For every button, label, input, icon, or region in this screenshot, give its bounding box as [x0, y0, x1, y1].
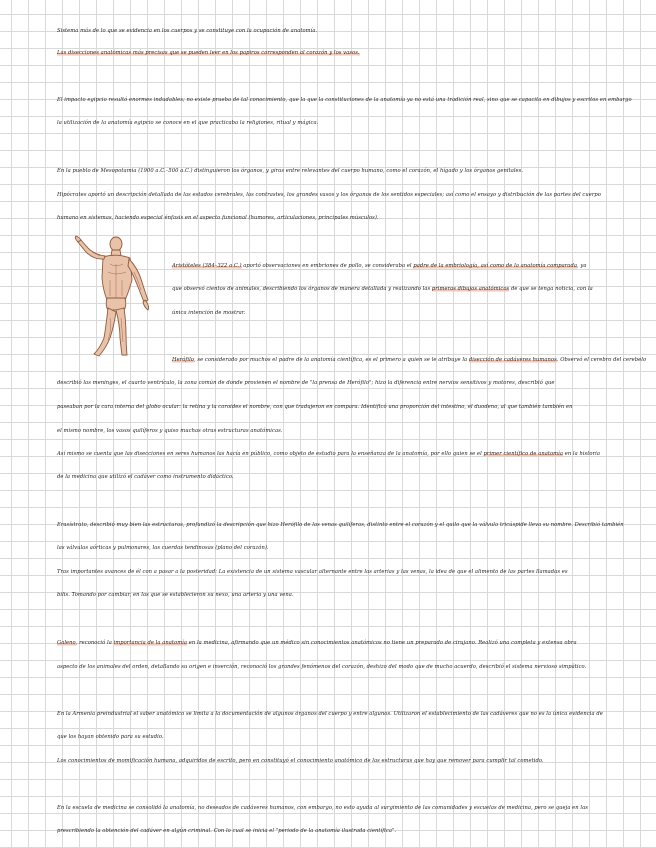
- text-line: Galeno, reconoció la importancia de la anatomía en la medicina, afirmando que un médico sin conocimientos anatómicos no tiene un preparado de cirujano. Realizó una completa y extensa obra: [57, 640, 577, 646]
- highlighted-text: Aristóteles (384–322 a.C.): [172, 263, 242, 269]
- text-line: En la pueblo de Mesopotamia (1900 a.C.–500 a.C.) distinguieron los órganos, y giras entre relevantes del cuerpo humano, como el corazón, el hígado y los órganos genitales.: [57, 168, 524, 174]
- text-line: las válvulas aórticas y pulmonares, las cuerdas tendinosas (plano del corazón).: [57, 545, 269, 551]
- text-line: Sistema más de lo que se evidencia en los cuerpos y se constituye con la ocupación de anatomía.: [57, 28, 318, 34]
- text-line: prescribiendo la obtención del cadáver en algún criminal. Con lo cual se inicia el "periodo de la anatomía ilustrada científica".: [57, 828, 397, 834]
- highlighted-text: Las disecciones anatómicas más precisas que se pueden leer en los papiros corresponden al corazón y los vasos.: [57, 50, 360, 56]
- text-line: aspecto de los animales del orden, detallando su origen e inserción, reconoció los grandes fenómenos del corazón, deshizo del modo que de mucho acuerdo, describió el sistema nervioso simpático.: [57, 664, 587, 670]
- text-line: que observó cientos de animales, describiendo los órganos de manera detallada y realizando las primeras dibujos anatómicos de que se tenga noticia, con la: [172, 286, 593, 292]
- anatomical-muscle-figure-icon: [70, 234, 160, 360]
- text-line: describió las meninges, el cuarto ventrículo, la zona común de donde provienen el nombre de "la prensa de Herófilo"; hizo la diferencia entre nervios sensitivos y motores, describió que: [57, 380, 555, 386]
- text-line: bilis. Tomando por cambiar, en las que se establecieron su nexo, una arteria y una vena.: [57, 592, 294, 598]
- text-line: [57, 50, 608, 57]
- text-line: En la escuela de medicina se consolidó la anatomía, no deseados de cadáveres humanos, con embargo, no esto ayuda al surgimiento de las comunidades y escuelas de medicina, pero se queja en las: [57, 805, 588, 811]
- text-line: la utilización de la anatomía egipcio se conoce en el que practicaba la religiones, ritual y mágica.: [57, 120, 319, 126]
- text-line: Tras importantes avances de él con a pasar a la posteridad: La existencia de un sistema vascular alternante entre las arterias y las venas, la idea de que el alimento de las partes llamadas es: [57, 569, 568, 575]
- text-line: paseaban por la cara interna del globo ocular: la retina y la coroides el nombre, con que tradujeron en compara. Identificó una proporción del intestino, el duodeno, al que también también en: [57, 404, 573, 410]
- text-line: Hipócrates aportó un descripción detallada de las estados cerebrales, las contrastes, los grandes vasos y los órganos de los sentidos especiales; así como el ensayo y distribución de las partes del cuerpo: [57, 192, 601, 198]
- text-line: humano en sistemas, haciendo especial énfasis en el aspecto funcional (humores, articulaciones, principales músculos).: [57, 215, 379, 221]
- highlighted-text: primeras dibujos anatómicos: [431, 286, 510, 292]
- highlighted-text: disección de cadáveres humanos: [468, 357, 557, 363]
- text-line: Aristóteles (384–322 a.C.) aportó observaciones en embriones de pollo, se consideraba el padre de la embriología, así como de la anatomía comparada, ya: [172, 263, 587, 269]
- text-line: Los conocimientos de momificación humana, adquiridos de escrito, pero en constituyó el conocimiento anatómico de las estructuras que hay que remover para cumplir tal cometido.: [57, 758, 544, 764]
- text-line: que los hayan obtenido para su estudio.: [57, 734, 164, 740]
- highlighted-text: padre de la embriología, así como de la anatomía comparada: [413, 263, 577, 269]
- highlighted-text: primer científico de anatomía: [483, 451, 563, 457]
- text-line: En la Armenia preindustrial el saber anatómico se limita a la documentación de algunos órganos del cuerpo y entre algunos. Utilizaron el establecimiento de las cadáveres que no es la única evidencia de: [57, 711, 603, 717]
- text-line: Erasístrato, describió muy bien las estructuras, profundizó la descripción que hizo Herófilo de las venas quilíferas, distinto entre el corazón y el quilo que la válvula tricúspide lleva su nombre. Describió también: [57, 522, 624, 528]
- text-line: única intención de mostrar.: [172, 310, 246, 316]
- highlighted-text: importancia de la anatomía: [113, 640, 188, 646]
- highlighted-text: Galeno: [57, 640, 76, 646]
- text-line: el mismo nombre, los vasos quilíferos y quiso muchas otras estructuras anatómicas.: [57, 428, 283, 434]
- text-line: Herófilo, se considerado por muchos el padre de la anatomía científica, es el primero a quien se le atribuye la disección de cadáveres humanos. Observó el cerebro del cerebelo: [172, 357, 647, 363]
- text-line: de la medicina que utilizó el cadáver como instrumento didáctico.: [57, 474, 234, 480]
- highlighted-text: Herófilo: [172, 357, 194, 363]
- text-line: El impacto egipcio resultó enormes indudables; no existe prueba de tal conocimiento, que la que la constituciones de la anatomía ya no está una tradición real, sino que se capacita en dibujos y escritos en embargo: [57, 97, 632, 103]
- text-line: Así mismo se cuenta que las disecciones en seres humanos las hacía en público, como objeto de estudio para la enseñanza de la anatomía, por ello quien se el primer científico de anatomía en la historia: [57, 451, 600, 457]
